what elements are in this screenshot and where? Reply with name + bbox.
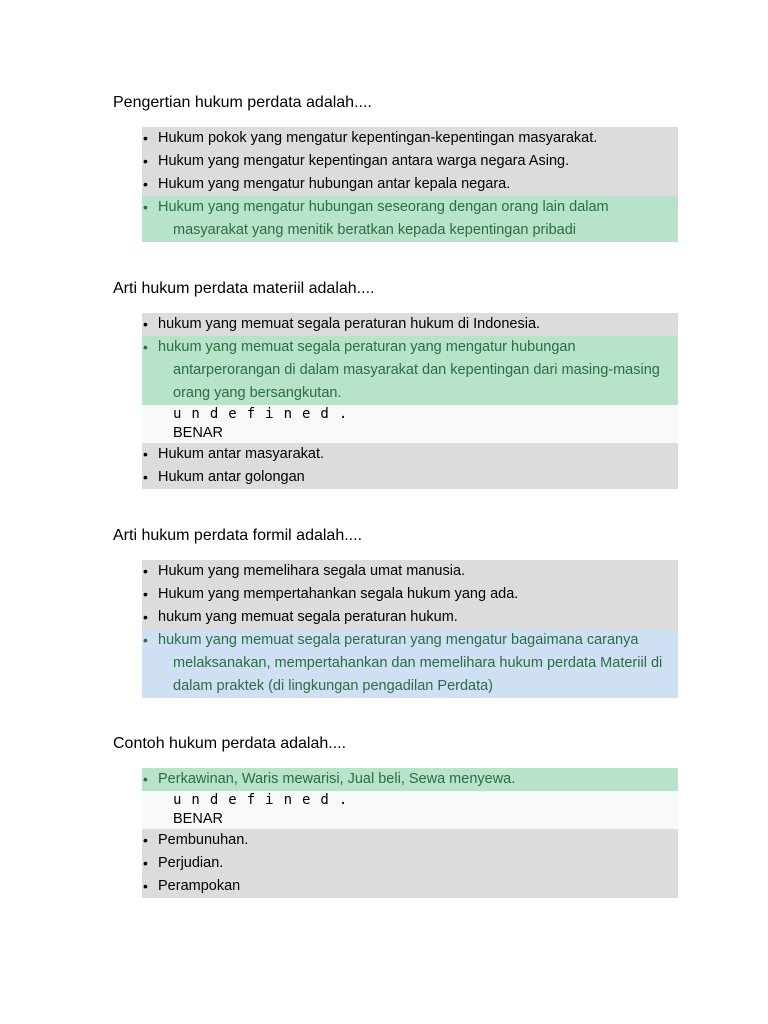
answer-option-correct[interactable] [142, 196, 678, 242]
answer-option-text: Hukum pokok yang mengatur kepentingan-kepentingan masyarakat. [158, 130, 598, 146]
answer-option[interactable] [142, 560, 678, 583]
answer-option-text: Hukum yang mengatur kepentingan antara warga negara Asing. [158, 153, 570, 169]
bullet-icon: • [143, 130, 148, 146]
bullet-icon: • [143, 176, 148, 192]
answer-option-text: Perampokan [158, 878, 241, 894]
bullet-icon: • [143, 586, 148, 602]
question-2 [113, 279, 713, 489]
question-4 [113, 734, 713, 898]
question-3 [113, 526, 713, 698]
feedback-result-text: BENAR [173, 811, 223, 827]
answer-option-text: Pembunuhan. [158, 832, 249, 848]
answer-option-correct[interactable] [142, 768, 678, 791]
question-title: Pengertian hukum perdata adalah.... [113, 94, 372, 111]
answer-option-text: hukum yang memuat segala peraturan hukum. [158, 609, 458, 625]
question-title: Contoh hukum perdata adalah.... [113, 735, 347, 752]
answer-option[interactable] [142, 466, 678, 489]
answer-option-text: hukum yang memuat segala peraturan hukum di Indonesia. [158, 316, 541, 332]
answer-option-text: Hukum antar golongan [158, 469, 305, 485]
question-title: Arti hukum perdata formil adalah.... [113, 527, 363, 544]
bullet-icon: • [143, 446, 148, 462]
answer-options [142, 560, 678, 698]
bullet-icon: • [143, 153, 148, 169]
answer-option[interactable] [142, 583, 678, 606]
feedback-undefined-text: undefined. [173, 792, 358, 808]
answer-option[interactable] [142, 852, 678, 875]
answer-feedback [142, 405, 678, 443]
answer-options [142, 443, 678, 489]
answer-options [142, 768, 678, 791]
answer-options [142, 829, 678, 898]
answer-option-text: Perjudian. [158, 855, 224, 871]
answer-option-text: Perkawinan, Waris mewarisi, Jual beli, Sewa menyewa. [158, 771, 516, 787]
bullet-icon: • [143, 632, 148, 648]
answer-option-text: Hukum antar masyarakat. [158, 446, 325, 462]
answer-option[interactable] [142, 875, 678, 898]
bullet-icon: • [143, 563, 148, 579]
answer-option[interactable] [142, 173, 678, 196]
answer-option-text: Hukum yang mempertahankan segala hukum yang ada. [158, 586, 519, 602]
bullet-icon: • [143, 199, 148, 215]
bullet-icon: • [143, 878, 148, 894]
answer-options [142, 127, 678, 242]
answer-option-text: Hukum yang mengatur hubungan antar kepala negara. [158, 176, 511, 192]
answer-feedback [142, 791, 678, 829]
feedback-result-text: BENAR [173, 425, 223, 441]
answer-option-selected[interactable] [142, 629, 678, 698]
bullet-icon: • [143, 316, 148, 332]
answer-option-text: hukum yang memuat segala peraturan yang mengatur hubungan antarperorangan di dalam masyarakat dan kepentingan dari masing-masing orang yang bersangkutan. [158, 339, 660, 401]
answer-option[interactable] [142, 443, 678, 466]
bullet-icon: • [143, 855, 148, 871]
bullet-icon: • [143, 469, 148, 485]
answer-option[interactable] [142, 606, 678, 629]
question-title: Arti hukum perdata materiil adalah.... [113, 280, 375, 297]
answer-option-correct[interactable] [142, 336, 678, 405]
answer-option-text: Hukum yang mengatur hubungan seseorang dengan orang lain dalam masyarakat yang menitik beratkan kepada kepentingan pribadi [158, 199, 609, 238]
feedback-undefined-text: undefined. [173, 406, 358, 422]
bullet-icon: • [143, 771, 148, 787]
bullet-icon: • [143, 609, 148, 625]
answer-option[interactable] [142, 829, 678, 852]
answer-option-text: Hukum yang memelihara segala umat manusia. [158, 563, 466, 579]
question-1 [113, 93, 713, 242]
answer-option[interactable] [142, 150, 678, 173]
answer-options [142, 313, 678, 405]
answer-option[interactable] [142, 313, 678, 336]
answer-option-text: hukum yang memuat segala peraturan yang mengatur bagaimana caranya melaksanakan, mempertahankan dan memelihara hukum perdata Materiil di dalam praktek (di lingkungan pengadilan Perdata) [158, 632, 663, 694]
bullet-icon: • [143, 832, 148, 848]
answer-option[interactable] [142, 127, 678, 150]
bullet-icon: • [143, 339, 148, 355]
